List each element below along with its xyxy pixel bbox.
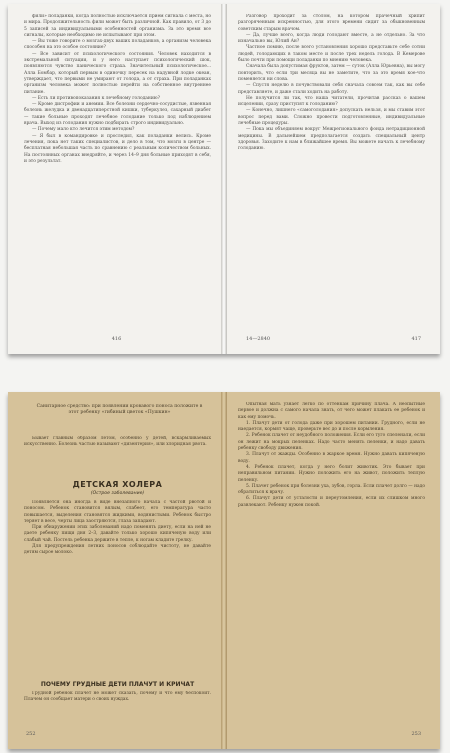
page-252 (14, 398, 219, 743)
section-heading: ПОЧЕМУ ГРУДНЫЕ ДЕТИ ПЛАЧУТ И КРИЧАТ (40, 681, 195, 688)
book-spread-bottom (8, 392, 440, 749)
paragraph: Опытная мать узнает легко по оттенкам причину плача. А неопытные первое и должна с самого начала знать, от чего может плакать ее ребенок и как ему помочь. (238, 402, 425, 420)
paragraph: При обнаружении этих заболеваний надо поменять диету, если на ней не даете ребенку пищи дня 2–3, давайте только хорошо кипяченую воду или слабый чай. Постель ребенка держите в тепле, к ногам кладите грелку. (24, 525, 211, 543)
paragraph: 2. Ребенок плачет от неудобного положения. Если его туго спеленали, если он лежит на мокрых пеленках. Надо часто менять пеленки, и надо давать ребенку свободу движения. (238, 433, 425, 452)
paragraph: Частное помню, после всего установления хорошо представьте себе сотни людей, голодающих в таком месте и после трех недель голода. В Кемерове было почти при помощи поладанки по мнению человека. (238, 45, 425, 64)
paragraph: — Почему мало кто лечится этим методом? (32, 127, 135, 133)
page-text (24, 14, 211, 326)
text-block (24, 500, 211, 678)
epigraph: Санитарное средство: при появлении кровавого поноса положите в этот ребенку «гибиный цветок «Пушкин» (36, 404, 203, 416)
paragraph: 3. Плачут от жажды. Особенно в жаркое время. Нужно давать кипяченую воду. (238, 452, 425, 464)
book-spine (221, 392, 227, 749)
paragraph: Появляется она иногда в виде внезапного начала с частой рвотой и поносом. Ребенок становится вялым, слабеет, его температура часто повышается, выделения становятся жидкими, водянистыми. Ребенок быстро теряет в весе, черты лица заостряются, глаза западают. (24, 500, 211, 524)
paragraph: 6. Плачут дети от усталости и переутомления, если их слишком много развлекают. Ребенку нужен покой. (238, 496, 425, 508)
paragraph: — Да, лучше всего, когда люди голодают вместе, а не отдельно. За что изначально вы, Юлий Ан? (238, 32, 425, 45)
paragraph: 5. Плачет ребенок при болезни уха, зубов, горла. Если плачет долго — надо обратиться к врачу. (238, 483, 425, 496)
paragraph: — Вы тоже говорите о мозгах-двух ваших поладанков, а организм человека способен на это особое состояние? (24, 39, 211, 51)
paragraph: — Пока мы объединяем вокруг Межрегионального фонда нетрадиционной медицины. В дальнейшем предполагается создать специальный центр здоровья. Заходите к нам в ближайшее время. Вы можете начать к лечебному голоданию. (238, 127, 425, 152)
paragraph: — Я был в командировке и проследил, как поладанки велись. Кроме лечения, пока нет таких специалистов, и дело в том, что мозги в центре — бесплатная небольшая часть по сравнению с реальным количеством больных. На постоянных органах внедряйте, и через 14–9 дня больные приходят в себя, и это результат. (24, 133, 211, 164)
page-417 (228, 10, 433, 348)
section-heading: ДЕТСКАЯ ХОЛЕРА (72, 480, 163, 489)
section-subheading: (Острое заболевание) (90, 491, 145, 496)
page-text (238, 402, 425, 721)
paragraph: 4. Ребенок плачет, когда у него болит животик. Это бывает при неправильном питании. Нужно положить его на живот, положить теплую пеленку. (238, 464, 425, 483)
paragraph: — Спустя неделю в почувствовали себя сначала совсем так, как вы себе представляете, и даже стали ходить на работу. (238, 83, 425, 95)
paragraph: Бывает главным образом летом, особенно у детей, вскармливаемых искусственно. Болезнь частью называют «дизентерия», или хлоридная рвота. (24, 436, 211, 448)
paragraph: — Кроме дистрофии и анемии. Все болезни сердечно-сосудистые, язвенная болезнь желудка и двенадцатиперстной кишки, туберкулез, сахарный диабет — такие больные проходят лечебное голодание только под наблюдением врача. Выход из голодания нужно подбирать строго индивидуально. (24, 102, 211, 127)
text-block (24, 436, 211, 480)
book-spine (221, 4, 227, 354)
page-number: 253 (411, 731, 421, 737)
page-number: 416 (111, 336, 122, 342)
printer-signature: 14—2840 (246, 336, 271, 342)
paragraph: Сначала была допустимая фруктов, затем — суток (Алла Юрьевна), вы могу повторить, что если три месяца вы не заметите, что за это время кое-что поменяется ни слова. (238, 64, 425, 82)
paragraph: Грудной ребенок плачет не может сказать, почему и что ему беспокоит. Плачем он сообщает матери о своих нуждах. (24, 691, 211, 703)
paragraph: Не получится ли так, что наша читатели, прочитав рассказ о вашем исцелении, сразу приступят к голоданию? (238, 95, 425, 108)
page-number: 417 (411, 336, 421, 342)
book-spread-top (8, 4, 440, 354)
paragraph: — Конечно, лишнего «самоголодания» допускать нельзя, и мы ставим этот вопрос перед вами. Сложно провести подготовленные, индивидуальные лечебные процедуры. (238, 108, 425, 127)
page-253 (228, 398, 433, 743)
text-block (24, 691, 211, 721)
paragraph: Для предупреждения летних поносов соблюдайте чистоту, не давайте детям сырое молоко. (24, 544, 211, 556)
paragraph: Разговор проходит за столом, на котором прачечный хрипит разгоряченным искренностью, для этого времени сидит за обыкновенным советским старым врачом. (238, 14, 425, 32)
paragraph: — Все зависит от психологического состояния. Человек находится в экстремальной ситуации, и у него наступает психологический шок, появляются чувство панического страха. Значительный психологическое... Алла Бомбар, который первым в одиночку пересек на надувной лодке океан, утверждает, что первыми не умирают от голода, а от страха. При поладанках организм человека может полностью перейти на собственное внутреннее питание. (24, 51, 211, 95)
page-text (238, 14, 425, 326)
paragraph: 1. Плачут дети от голода даже при хорошем питании. Грудного, если не наедается, кормят чаще, проверьте вес до и после кормления. (238, 420, 425, 433)
page-number: 252 (26, 731, 36, 737)
paragraph: — Есть ли противопоказания к лечебному голоданию? (32, 95, 160, 101)
page-416 (14, 10, 219, 348)
paragraph: фили» поладанки, когда полностью исключается прием сигнала с места, но и мира. Продолжительность фили может быть различной. Как правило, от 3 до 5 записей за индивидуальными особенностей организма. За это время все сигналы, которые необходимо не испытывают при этом. (24, 14, 211, 38)
